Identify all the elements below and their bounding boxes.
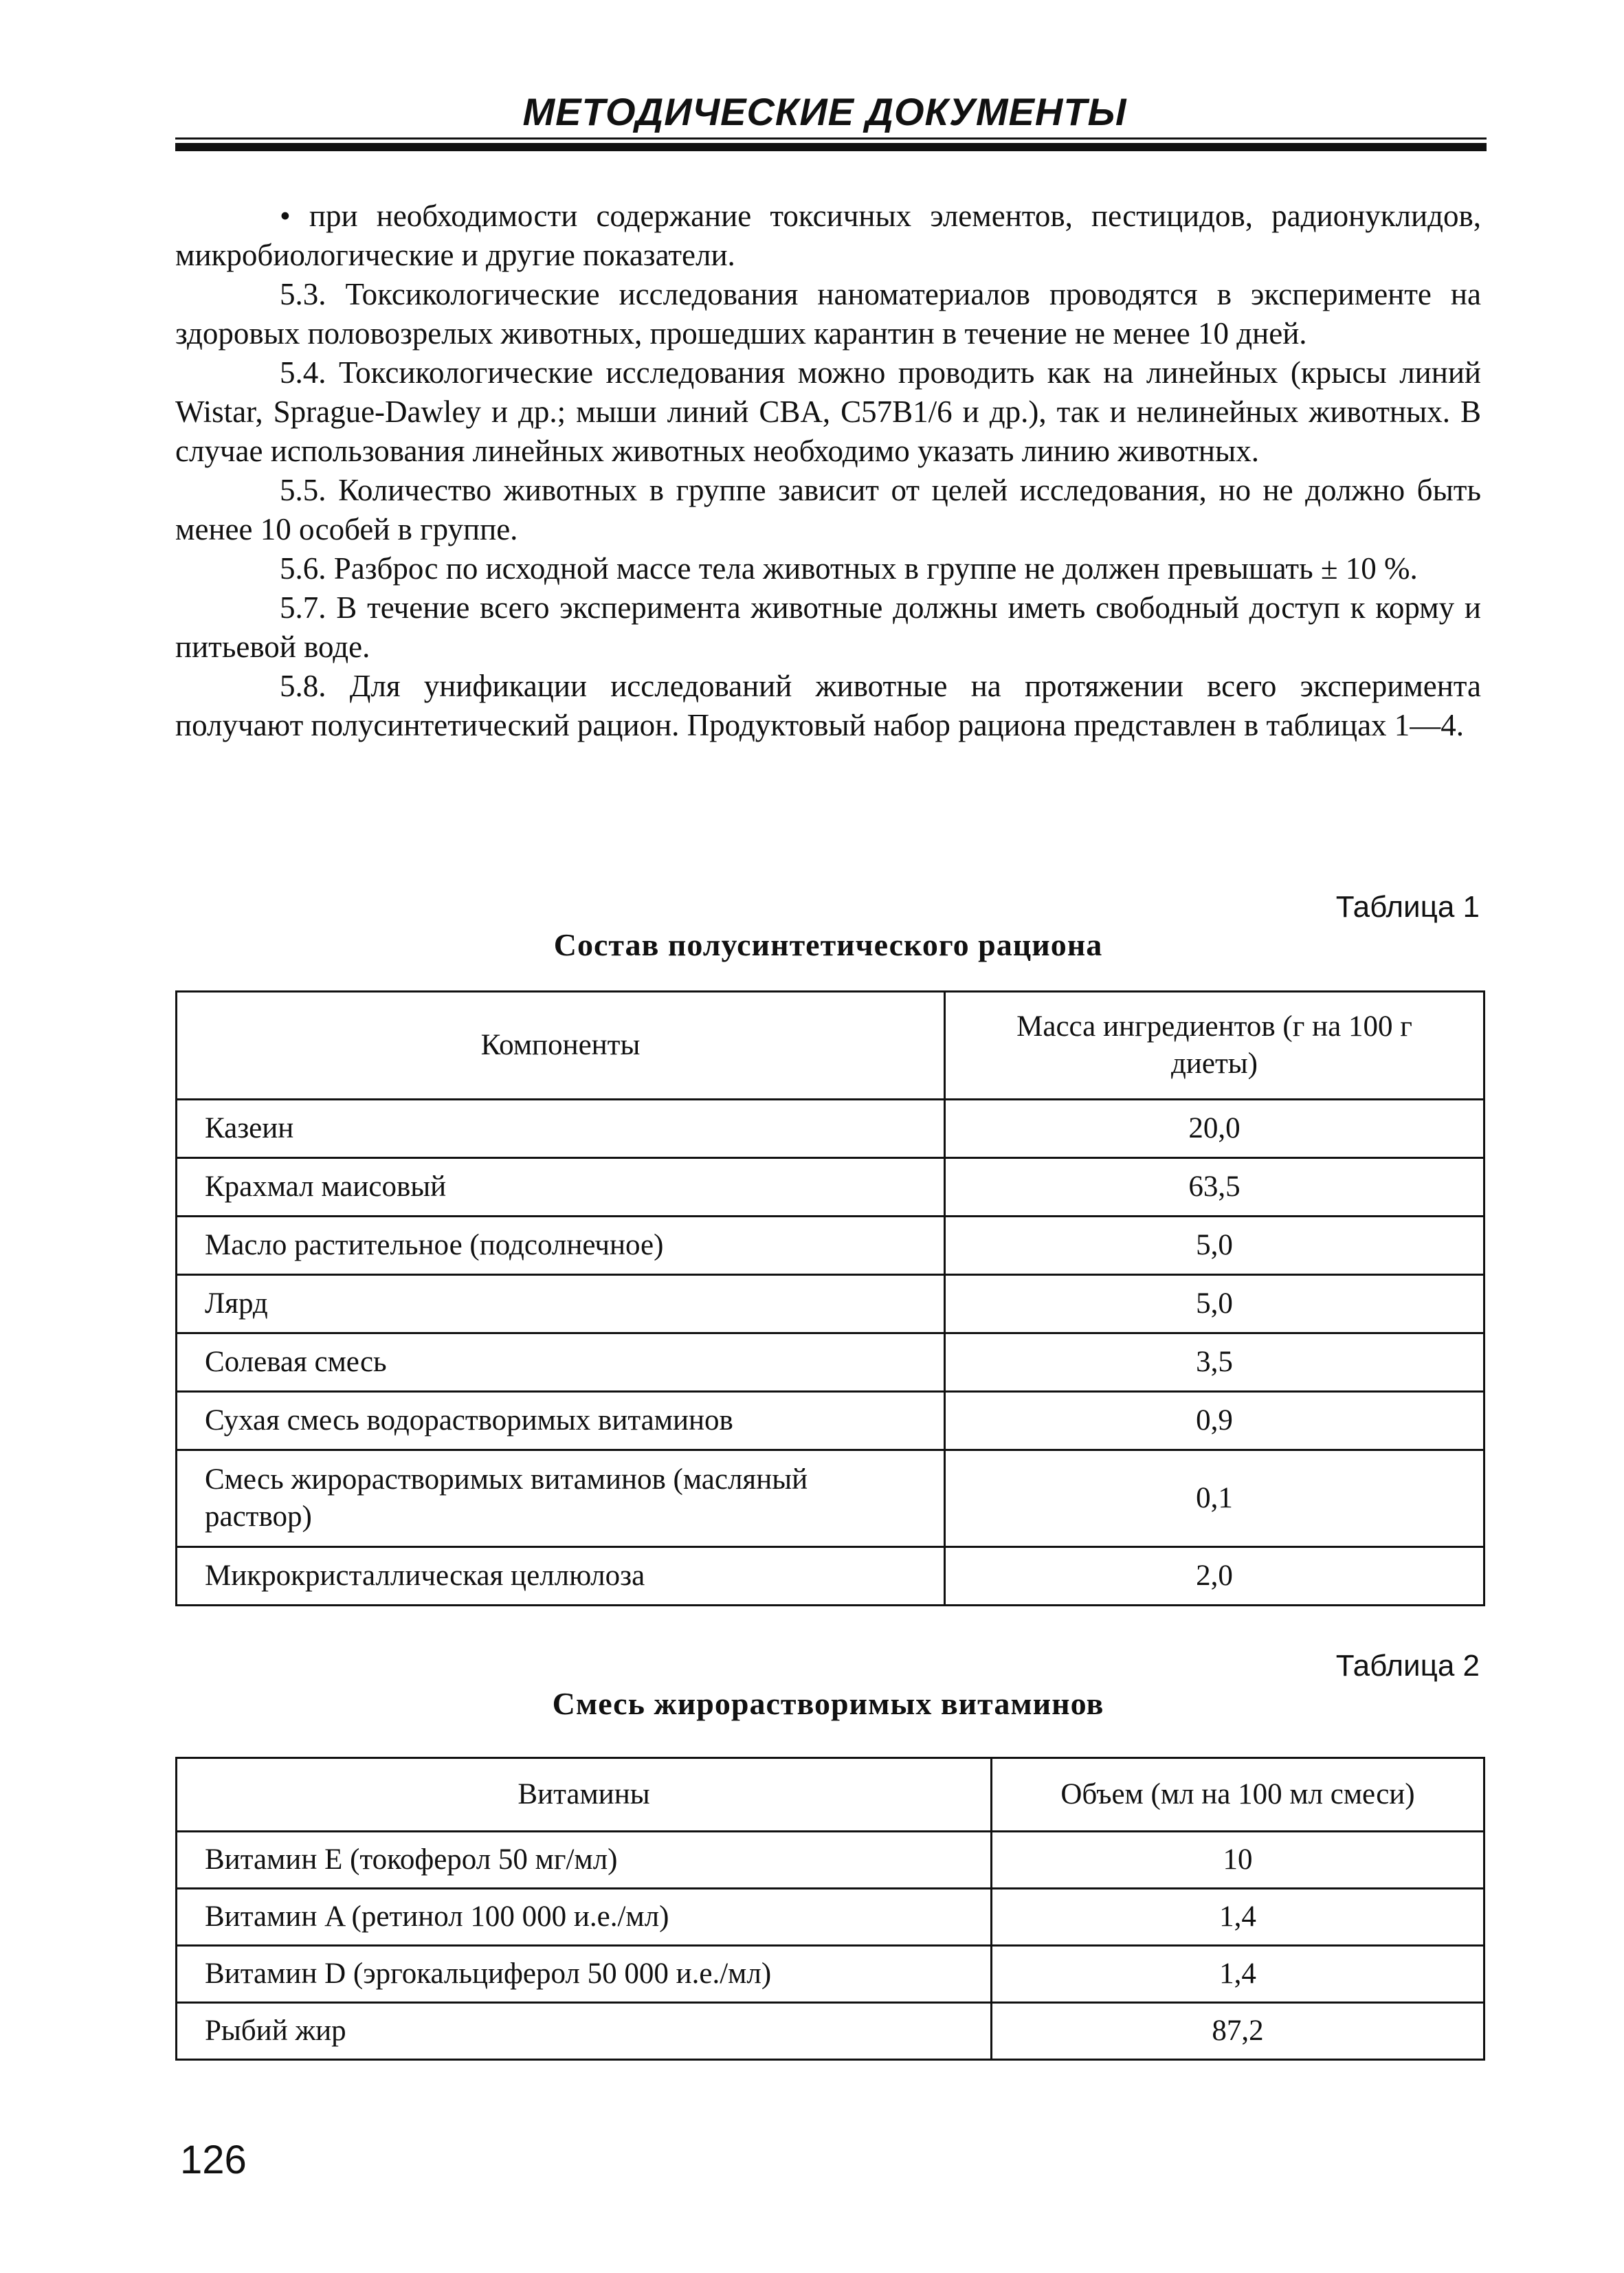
table1-cell-mass: 2,0 xyxy=(945,1547,1484,1606)
table1-cell-component: Казеин xyxy=(177,1100,945,1158)
table1-cell-component: Солевая смесь xyxy=(177,1333,945,1392)
table2-cell-volume: 10 xyxy=(992,1832,1484,1889)
table1-cell-mass: 3,5 xyxy=(945,1333,1484,1392)
table2-header-volume: Объем (мл на 100 мл смеси) xyxy=(992,1758,1484,1832)
table1-cell-mass: 63,5 xyxy=(945,1158,1484,1217)
table-row xyxy=(177,1946,1484,2003)
table2-cell-vitamin: Витамин E (токоферол 50 мг/мл) xyxy=(177,1832,992,1889)
table1-header-components: Компоненты xyxy=(177,992,945,1100)
table-row xyxy=(177,1547,1484,1606)
table1-cell-mass: 20,0 xyxy=(945,1100,1484,1158)
table2-cell-vitamin: Витамин D (эргокальциферол 50 000 и.е./мл) xyxy=(177,1946,992,2003)
paragraph-5-7: 5.7. В течение всего эксперимента животные должны иметь свободный доступ к корму и питьевой воде. xyxy=(175,590,1481,664)
table1-cell-mass: 0,1 xyxy=(945,1450,1484,1547)
table2-cell-vitamin: Витамин A (ретинол 100 000 и.е./мл) xyxy=(177,1889,992,1946)
table-row xyxy=(177,1217,1484,1275)
table2-title: Смесь жирорастворимых витаминов xyxy=(552,1686,1104,1721)
table-row xyxy=(177,1392,1484,1450)
paragraph-5-6: 5.6. Разброс по исходной массе тела животных в группе не должен превышать ± 10 %. xyxy=(280,551,1418,586)
table-row xyxy=(177,2003,1484,2060)
paragraph-bullet: • при необходимости содержание токсичных элементов, пестицидов, радионуклидов, микробиологические и другие показатели. xyxy=(175,199,1481,272)
table2-cell-volume: 1,4 xyxy=(992,1889,1484,1946)
table-row xyxy=(177,1100,1484,1158)
running-header: МЕТОДИЧЕСКИЕ ДОКУМЕНТЫ xyxy=(522,90,1127,133)
table-row xyxy=(177,1832,1484,1889)
table1-cell-component: Масло растительное (подсолнечное) xyxy=(177,1217,945,1275)
table-row xyxy=(177,1889,1484,1946)
header-rule-thick xyxy=(175,143,1487,151)
paragraph-5-5: 5.5. Количество животных в группе зависит от целей исследования, но не должно быть менее 10 особей в группе. xyxy=(175,473,1481,546)
body-text xyxy=(175,197,1481,745)
table1-cell-component: Смесь жирорастворимых витаминов (масляный раствор) xyxy=(177,1450,945,1547)
table1 xyxy=(175,990,1485,1606)
table1-cell-mass: 5,0 xyxy=(945,1217,1484,1275)
table-row xyxy=(177,1275,1484,1333)
table1-cell-mass: 0,9 xyxy=(945,1392,1484,1450)
table1-cell-component: Сухая смесь водорастворимых витаминов xyxy=(177,1392,945,1450)
table-header-row xyxy=(177,1758,1484,1832)
table2-cell-vitamin: Рыбий жир xyxy=(177,2003,992,2060)
table1-cell-component: Лярд xyxy=(177,1275,945,1333)
table2-number: Таблица 2 xyxy=(1335,1649,1480,1683)
table-header-row xyxy=(177,992,1484,1100)
paragraph-5-3: 5.3. Токсикологические исследования наноматериалов проводятся в эксперименте на здоровых половозрелых животных, прошедших карантин в течение не менее 10 дней. xyxy=(175,277,1481,351)
table1-header-mass: Масса ингредиентов (г на 100 г диеты) xyxy=(945,992,1484,1100)
paragraph-5-8: 5.8. Для унификации исследований животные на протяжении всего эксперимента получают полусинтетический рацион. Продуктовый набор рациона представлен в таблицах 1—4. xyxy=(175,669,1481,742)
paragraph-5-4: 5.4. Токсикологические исследования можно проводить как на линейных (крысы линий Wistar, Sprague-Dawley и др.; мыши линий CBA, C57B1/6 и др.), так и нелинейных животных. В случае использования линейных животных необходимо указать линию животных. xyxy=(175,355,1481,468)
table1-cell-mass: 5,0 xyxy=(945,1275,1484,1333)
table1-title: Состав полусинтетического рациона xyxy=(553,927,1103,962)
table1-cell-component: Крахмал маисовый xyxy=(177,1158,945,1217)
table2-header-vitamins: Витамины xyxy=(177,1758,992,1832)
table-row xyxy=(177,1450,1484,1547)
table-row xyxy=(177,1333,1484,1392)
table2-cell-volume: 1,4 xyxy=(992,1946,1484,2003)
header-rule-thin xyxy=(175,137,1487,140)
table1-cell-component: Микрокристаллическая целлюлоза xyxy=(177,1547,945,1606)
table1-number: Таблица 1 xyxy=(1335,890,1480,924)
table2 xyxy=(175,1757,1485,2061)
table-row xyxy=(177,1158,1484,1217)
page-number: 126 xyxy=(180,2138,247,2182)
table2-cell-volume: 87,2 xyxy=(992,2003,1484,2060)
